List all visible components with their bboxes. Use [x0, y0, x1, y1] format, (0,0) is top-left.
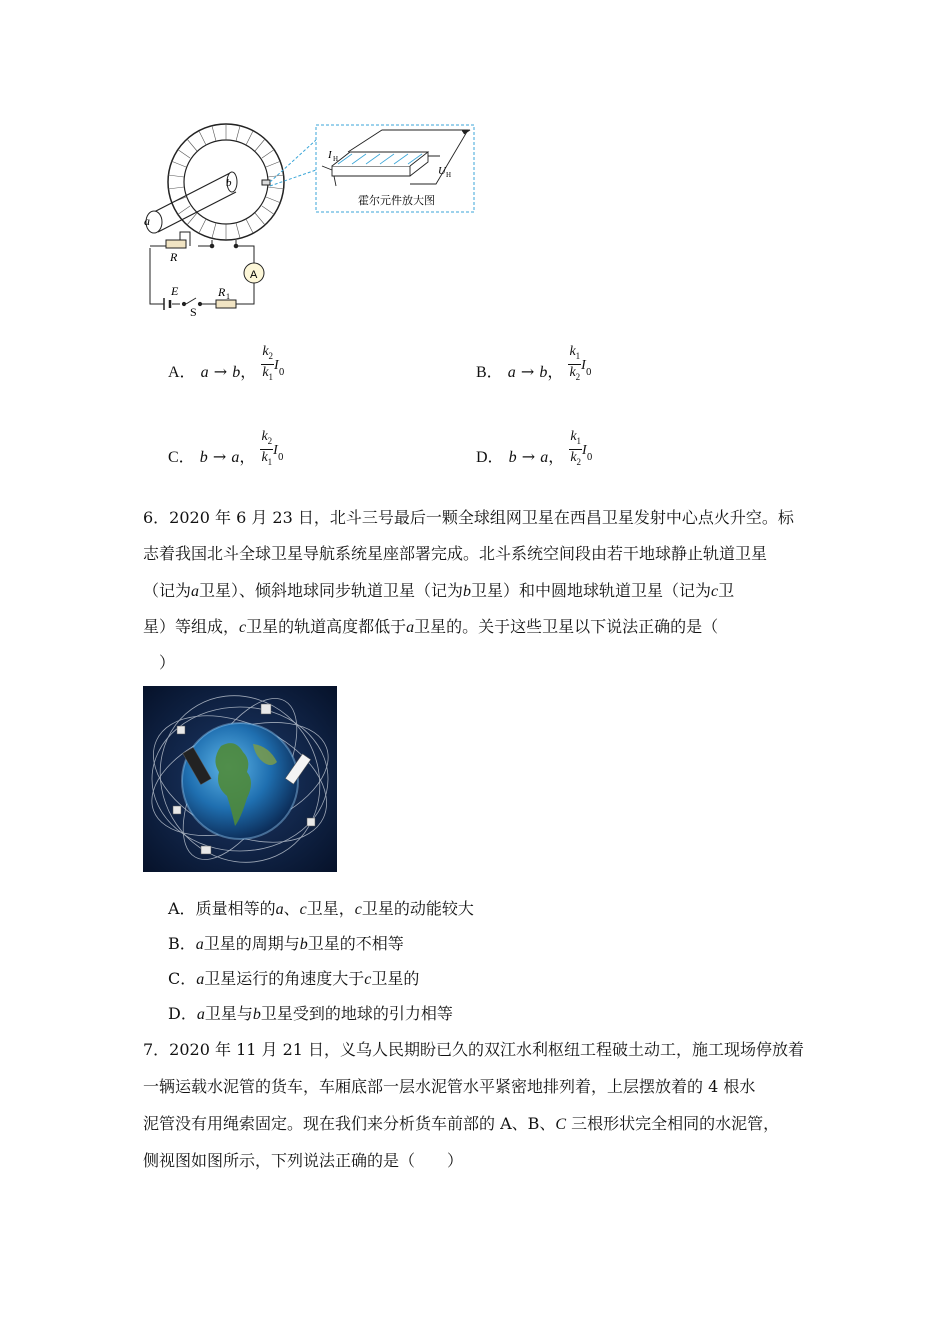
label-S: S [190, 305, 197, 319]
label-a: a [144, 214, 150, 228]
q6-line-1: 6．2020 年 6 月 23 日，北斗三号最后一颗全球组网卫星在西昌卫星发射中心点火升空。标 [143, 508, 794, 527]
q7-line-2: 一辆运载水泥管的货车，车厢底部一层水泥管水平紧密地排列着，上层摆放着的 4 根水 [143, 1077, 756, 1096]
fraction: $\frac{k_2}{k_1}$ [262, 344, 274, 382]
label-E: E [171, 284, 179, 298]
q6-line-2: 志着我国北斗全球卫星导航系统星座部署完成。北斗系统空间段由若干地球静止轨道卫星 [143, 544, 768, 563]
q7-line-4: 侧视图如图所示，下列说法正确的是（ ） [143, 1151, 464, 1170]
q6-option-b[interactable]: B．a卫星的周期与b卫星的不相等 [168, 934, 404, 953]
label-R: R [170, 250, 178, 264]
label-UH: U [438, 165, 446, 177]
satellite-earth-image [143, 686, 337, 872]
label-UH-sub: H [446, 171, 452, 179]
label-b: b [226, 177, 232, 189]
q6-line-4: 星）等组成，c卫星的轨道高度都低于a卫星的。关于这些卫星以下说法正确的是（ [143, 617, 719, 636]
q5-option-b[interactable]: B． a → b， $\frac{k_1}{k_2}$ $I_0$ [476, 352, 592, 393]
hall-circuit-figure [140, 120, 485, 320]
q5-option-d[interactable]: D． b → a， $\frac{k_1}{k_2}$ $I_0$ [476, 437, 592, 478]
q6-option-c[interactable]: C．a卫星运行的角速度大于c卫星的 [168, 969, 420, 988]
label-IH: I [328, 149, 332, 161]
fraction: $\frac{k_1}{k_2}$ [569, 344, 581, 382]
rod [154, 172, 236, 232]
q6-option-d[interactable]: D．a卫星与b卫星受到的地球的引力相等 [168, 1004, 453, 1023]
q7-line-3: 泥管没有用绳索固定。现在我们来分析货车前部的 A、B、C 三根形状完全相同的水泥管， [143, 1114, 780, 1133]
q7-line-1: 7．2020 年 11 月 21 日，义乌人民期盼已久的双江水利枢纽工程破土动工，施工现场停放着 [143, 1040, 805, 1059]
resistor-R1 [216, 300, 236, 308]
q5-option-c[interactable]: C． b → a， $\frac{k_2}{k_1}$ $I_0$ [168, 437, 284, 478]
q5-option-a[interactable]: A． a → b， $\frac{k_2}{k_1}$ $I_0$ [168, 352, 284, 393]
q6-option-a[interactable]: A．质量相等的a、c卫星，c卫星的动能较大 [168, 899, 474, 918]
label-IH-sub: H [333, 155, 339, 163]
fraction: $\frac{k_1}{k_2}$ [570, 429, 582, 467]
q6-line-3: （记为a卫星）、倾斜地球同步轨道卫星（记为b卫星）和中圆地球轨道卫星（记为c卫 [143, 581, 735, 600]
label-A: A [250, 269, 258, 281]
label-R1: R [218, 285, 226, 299]
q6-line-5: ） [159, 653, 176, 672]
label-R1-sub: 1 [226, 292, 230, 301]
fraction: $\frac{k_2}{k_1}$ [261, 429, 273, 467]
inset-caption: 霍尔元件放大图 [358, 194, 435, 207]
rheostat-R [166, 240, 186, 248]
